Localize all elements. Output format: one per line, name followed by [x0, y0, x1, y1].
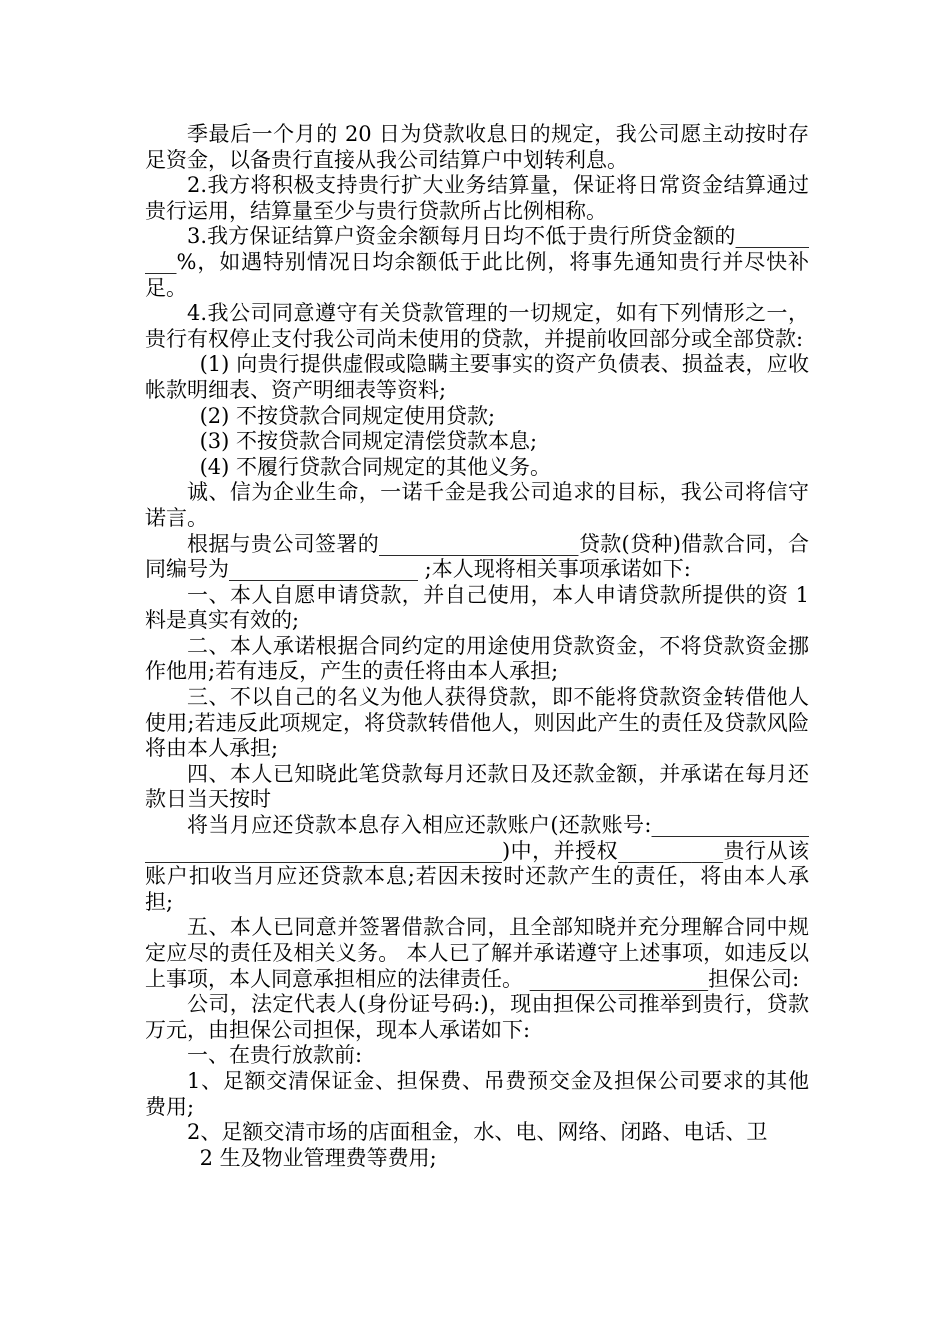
- paragraph-sub-3: (3) 不按贷款合同规定清偿贷款本息;: [199, 429, 538, 454]
- paragraph-interest-date: 季最后一个月的 20 日为贷款收息日的规定，我公司愿主动按时存足资金，以备贵行直接从我公司结算户中划转利息。: [145, 122, 809, 172]
- paragraph-pledge: 诚、信为企业生命，一诺千金是我公司追求的目标，我公司将信守诺言。: [145, 480, 809, 530]
- paragraph-item-4: 4.我公司同意遵守有关贷款管理的一切规定，如有下列情形之一，贵行有权停止支付我公司尚未使用的贷款，并提前收回部分或全部贷款:: [145, 301, 809, 351]
- paragraph-before-loan-2: 2、足额交清市场的店面租金，水、电、网络、闭路、电话、卫: [187, 1120, 768, 1145]
- paragraph-sub-2: (2) 不按贷款合同规定使用贷款;: [199, 403, 496, 428]
- paragraph-commit-5: 五、本人已同意并签署借款合同，且全部知晓并充分理解合同中规定应尽的责任及相关义务。 本人已了解并承诺遵守上述事项，如违反以上事项，本人同意承担相应的法律责任。 _________________担保公司:: [145, 915, 809, 991]
- paragraph-sub-4: (4) 不履行贷款合同规定的其他义务。: [199, 454, 552, 479]
- paragraph-commit-3: 三、不以自己的名义为他人获得贷款，即不能将贷款资金转借他人使用;若违反此项规定，将贷款转借他人，则因此产生的责任及贷款风险将由本人承担;: [145, 685, 809, 761]
- paragraph-before-loan-2-cont: 2 生及物业管理费等费用;: [199, 1145, 437, 1170]
- paragraph-commit-1: 一、本人自愿申请贷款，并自己使用，本人申请贷款所提供的资 1 料是真实有效的;: [145, 582, 809, 633]
- paragraph-commit-2: 二、本人承诺根据合同约定的用途使用贷款资金，不将贷款资金挪作他用;若有违反，产生的责任将由本人承担;: [145, 633, 809, 684]
- paragraph-before-loan-1: 1、足额交清保证金、担保费、吊费预交金及担保公司要求的其他费用;: [145, 1068, 809, 1119]
- document-body: [145, 122, 809, 1171]
- paragraph-item-3: 3.我方保证结算户资金余额每月日均不低于贵行所贷金额的__________%，如遇特别情况日均余额低于此比例，将事先通知贵行并尽快补足。: [145, 224, 809, 300]
- paragraph-before-loan: 一、在贵行放款前:: [187, 1043, 363, 1068]
- paragraph-contract-intro: 根据与贵公司签署的___________________贷款(贷种)借款合同，合同编号为__________________ ;本人现将相关事项承诺如下:: [145, 531, 809, 582]
- paragraph-item-2: 2.我方将积极支持贵行扩大业务结算量，保证将日常资金结算通过贵行运用，结算量至少与贵行贷款所占比例相称。: [145, 173, 809, 223]
- paragraph-sub-1: (1) 向贵行提供虚假或隐瞒主要事实的资产负债表、损益表，应收帐款明细表、资产明细表等资料;: [145, 352, 809, 402]
- paragraph-guarantee-intro: 公司，法定代表人(身份证号码:)，现由担保公司推举到贵行，贷款万元，由担保公司担保，现本人承诺如下:: [145, 992, 809, 1042]
- paragraph-repayment-account: 将当月应还贷款本息存入相应还款账户(还款账号:_________________________________________________)中，并授权__________贵行从该账户扣收当月应还贷款本息;若因未按时还款产生的责任，将由本人承担;: [145, 813, 809, 914]
- paragraph-commit-4: 四、本人已知晓此笔贷款每月还款日及还款金额，并承诺在每月还款日当天按时: [145, 761, 809, 812]
